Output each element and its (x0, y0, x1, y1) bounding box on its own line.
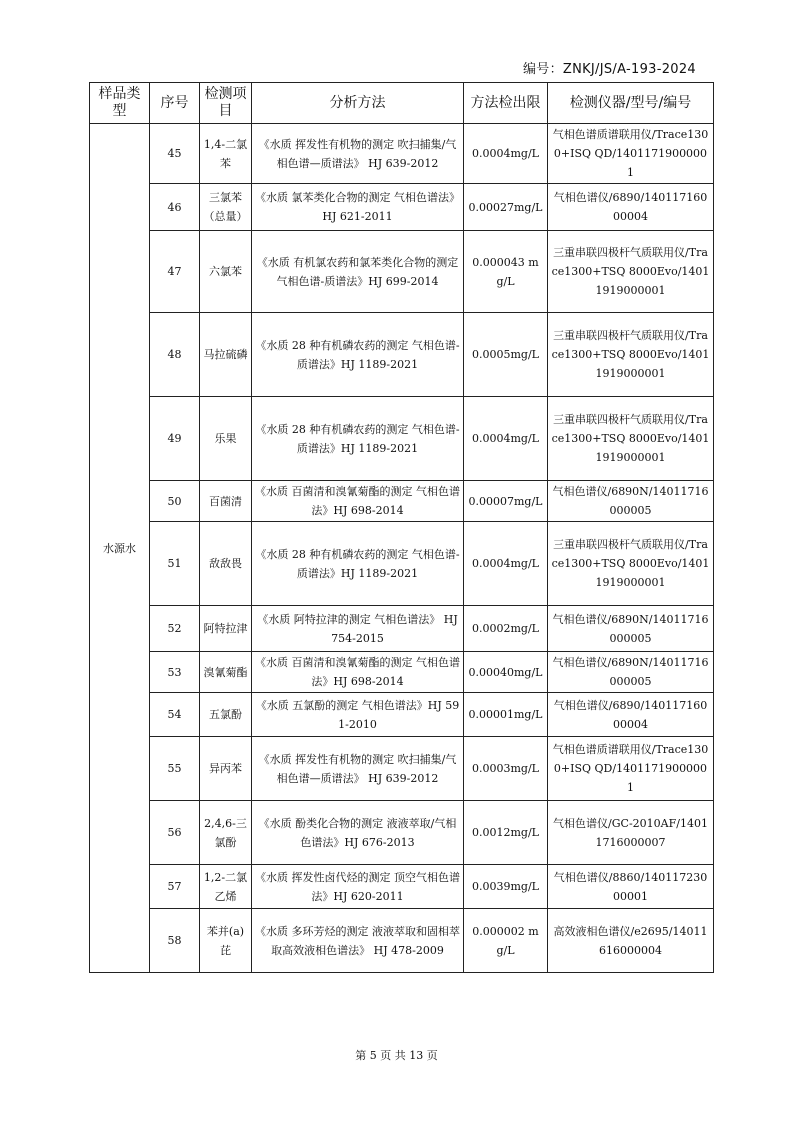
item-cell: 2,4,6-三氯酚 (200, 801, 252, 865)
instrument-cell: 气相色谱质谱联用仪/Trace1300+ISQ QD/14011719000001 (548, 737, 714, 801)
item-cell: 百菌清 (200, 481, 252, 522)
limit-cell: 0.00040mg/L (464, 652, 548, 693)
method-cell: 《水质 百菌清和溴氰菊酯的测定 气相色谱法》HJ 698-2014 (252, 652, 464, 693)
table-row (90, 313, 714, 397)
table-row (90, 522, 714, 606)
header-sample-type: 样品类型 (90, 83, 150, 124)
seq-cell: 47 (150, 231, 200, 313)
method-cell: 《水质 28 种有机磷农药的测定 气相色谱-质谱法》HJ 1189-2021 (252, 522, 464, 606)
instrument-cell: 气相色谱仪/6890/14011716000004 (548, 184, 714, 231)
limit-cell: 0.0004mg/L (464, 397, 548, 481)
seq-cell: 52 (150, 606, 200, 652)
item-cell: 六氯苯 (200, 231, 252, 313)
seq-cell: 55 (150, 737, 200, 801)
instrument-cell: 三重串联四极杆气质联用仪/Trace1300+TSQ 8000Evo/14011919000001 (548, 313, 714, 397)
seq-cell: 50 (150, 481, 200, 522)
table-row (90, 909, 714, 973)
method-cell: 《水质 28 种有机磷农药的测定 气相色谱-质谱法》HJ 1189-2021 (252, 313, 464, 397)
table-row (90, 481, 714, 522)
table-row (90, 231, 714, 313)
limit-cell: 0.00007mg/L (464, 481, 548, 522)
method-cell: 《水质 挥发性卤代烃的测定 顶空气相色谱法》HJ 620-2011 (252, 865, 464, 909)
limit-cell: 0.0002mg/L (464, 606, 548, 652)
item-cell: 1,4-二氯苯 (200, 124, 252, 184)
table-row (90, 865, 714, 909)
header-method: 分析方法 (252, 83, 464, 124)
limit-cell: 0.0004mg/L (464, 522, 548, 606)
seq-cell: 46 (150, 184, 200, 231)
limit-cell: 0.00027mg/L (464, 184, 548, 231)
limit-cell: 0.0012mg/L (464, 801, 548, 865)
table-row (90, 124, 714, 184)
item-cell: 异丙苯 (200, 737, 252, 801)
table-row (90, 184, 714, 231)
limit-cell: 0.00001mg/L (464, 693, 548, 737)
item-cell: 三氯苯（总量） (200, 184, 252, 231)
item-cell: 阿特拉津 (200, 606, 252, 652)
item-cell: 马拉硫磷 (200, 313, 252, 397)
item-cell: 敌敌畏 (200, 522, 252, 606)
item-cell: 溴氰菊酯 (200, 652, 252, 693)
limit-cell: 0.0003mg/L (464, 737, 548, 801)
seq-cell: 48 (150, 313, 200, 397)
seq-cell: 54 (150, 693, 200, 737)
method-cell: 《水质 有机氯农药和氯苯类化合物的测定 气相色谱-质谱法》HJ 699-2014 (252, 231, 464, 313)
instrument-cell: 气相色谱仪/6890N/14011716000005 (548, 481, 714, 522)
table-row (90, 737, 714, 801)
instrument-cell: 气相色谱仪/6890/14011716000004 (548, 693, 714, 737)
page-footer: 第 5 页 共 13 页 (355, 1049, 438, 1062)
limit-cell: 0.000002 mg/L (464, 909, 548, 973)
seq-cell: 49 (150, 397, 200, 481)
limit-cell: 0.0005mg/L (464, 313, 548, 397)
instrument-cell: 气相色谱仪/6890N/14011716000005 (548, 606, 714, 652)
table-row (90, 606, 714, 652)
instrument-cell: 气相色谱质谱联用仪/Trace1300+ISQ QD/14011719000001 (548, 124, 714, 184)
method-cell: 《水质 氯苯类化合物的测定 气相色谱法》 HJ 621-2011 (252, 184, 464, 231)
table-row (90, 397, 714, 481)
instrument-cell: 三重串联四极杆气质联用仪/Trace1300+TSQ 8000Evo/14011919000001 (548, 231, 714, 313)
instrument-cell: 三重串联四极杆气质联用仪/Trace1300+TSQ 8000Evo/14011919000001 (548, 522, 714, 606)
method-cell: 《水质 28 种有机磷农药的测定 气相色谱-质谱法》HJ 1189-2021 (252, 397, 464, 481)
seq-cell: 51 (150, 522, 200, 606)
table-row (90, 801, 714, 865)
limit-cell: 0.0004mg/L (464, 124, 548, 184)
limit-cell: 0.0039mg/L (464, 865, 548, 909)
seq-cell: 58 (150, 909, 200, 973)
table-row (90, 652, 714, 693)
header-seq: 序号 (150, 83, 200, 124)
seq-cell: 53 (150, 652, 200, 693)
item-cell: 苯并(a)芘 (200, 909, 252, 973)
table-row (90, 693, 714, 737)
header-limit: 方法检出限 (464, 83, 548, 124)
method-cell: 《水质 百菌清和溴氰菊酯的测定 气相色谱法》HJ 698-2014 (252, 481, 464, 522)
item-cell: 五氯酚 (200, 693, 252, 737)
instrument-cell: 气相色谱仪/8860/14011723000001 (548, 865, 714, 909)
instrument-cell: 三重串联四极杆气质联用仪/Trace1300+TSQ 8000Evo/14011919000001 (548, 397, 714, 481)
instrument-cell: 气相色谱仪/6890N/14011716000005 (548, 652, 714, 693)
instrument-cell: 气相色谱仪/GC-2010AF/14011716000007 (548, 801, 714, 865)
method-cell: 《水质 多环芳烃的测定 液液萃取和固相萃取高效液相色谱法》 HJ 478-2009 (252, 909, 464, 973)
test-methods-table (89, 82, 714, 973)
table-header-row (90, 83, 714, 124)
item-cell: 1,2-二氯乙烯 (200, 865, 252, 909)
method-cell: 《水质 挥发性有机物的测定 吹扫捕集/气相色谱—质谱法》 HJ 639-2012 (252, 737, 464, 801)
seq-cell: 57 (150, 865, 200, 909)
header-item: 检测项目 (200, 83, 252, 124)
method-cell: 《水质 挥发性有机物的测定 吹扫捕集/气相色谱—质谱法》 HJ 639-2012 (252, 124, 464, 184)
item-cell: 乐果 (200, 397, 252, 481)
document-number: 编号：ZNKJ/JS/A-193-2024 (522, 62, 696, 77)
method-cell: 《水质 酚类化合物的测定 液液萃取/气相色谱法》HJ 676-2013 (252, 801, 464, 865)
instrument-cell: 高效液相色谱仪/e2695/14011616000004 (548, 909, 714, 973)
seq-cell: 45 (150, 124, 200, 184)
method-cell: 《水质 五氯酚的测定 气相色谱法》HJ 591-2010 (252, 693, 464, 737)
sample-type-cell: 水源水 (90, 124, 150, 973)
method-cell: 《水质 阿特拉津的测定 气相色谱法》 HJ 754-2015 (252, 606, 464, 652)
limit-cell: 0.000043 mg/L (464, 231, 548, 313)
seq-cell: 56 (150, 801, 200, 865)
header-instrument: 检测仪器/型号/编号 (548, 83, 714, 124)
